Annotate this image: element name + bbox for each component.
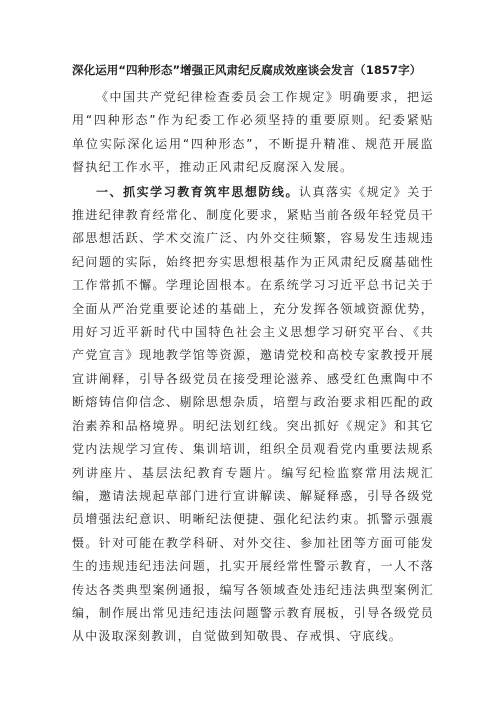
paragraph-text: 《中国共产党纪律检查委员会工作规定》明确要求，把运用“四种形态”作为纪委工作必须坚持的重要原则。纪委紧贴单位实际深化运用“四种形态”，不断提升精准、规范开展监督执纪工作水平，推动正风肃纪反腐深入发展。	[72, 90, 434, 175]
paragraph-section-1	[72, 181, 434, 649]
document-body	[72, 86, 434, 649]
paragraph-text: 认真落实《规定》关于推进纪律教育经常化、制度化要求，紧贴当前各级年轻党员干部思想活跃、学术交流广泛、内外交往频繁，容易发生违规违纪问题的实际，始终把夯实思想根基作为正风肃纪反腐基础性工作常抓不懈。学理论固根本。在系统学习习近平总书记关于全面从严治党重要论述的基础上，充分发挥各领域资源优势，用好习近平新时代中国特色社会主义思想学习研究平台、《共产党宣言》现地教学馆等资源，邀请党校和高校专家教授开展宣讲阐释，引导各级党员在接受理论滋养、感受红色熏陶中不断熔铸信仰信念、剔除思想杂质，培塑与政治要求相匹配的政治素养和品格境界。明纪法划红线。突出抓好《规定》和其它党内法规学习宣传、集训培训，组织全员观看党内重要法规系列讲座片、基层法纪教育专题片。编写纪检监察常用法规汇编，邀请法规起草部门进行宣讲解读、解疑释惑，引导各级党员增强法纪意识、明晰纪法便捷、强化纪法约束。抓警示强震慑。针对可能在教学科研、对外交往、参加社团等方面可能发生的违规违纪违法问题，扎实开展经常性警示教育，一人不落传达各类典型案例通报，编写各领域查处违纪违法典型案例汇编，制作展出常见违纪违法问题警示教育展板，引导各级党员从中汲取深刻教训，自觉做到知敬畏、存戒惧、守底线。	[72, 184, 434, 644]
paragraph-intro	[72, 86, 434, 180]
section-heading: 一、抓实学习教育筑牢思想防线。	[96, 184, 299, 199]
document-title: 深化运用“四种形态”增强正风肃纪反腐成效座谈会发言（1857字）	[72, 63, 422, 77]
